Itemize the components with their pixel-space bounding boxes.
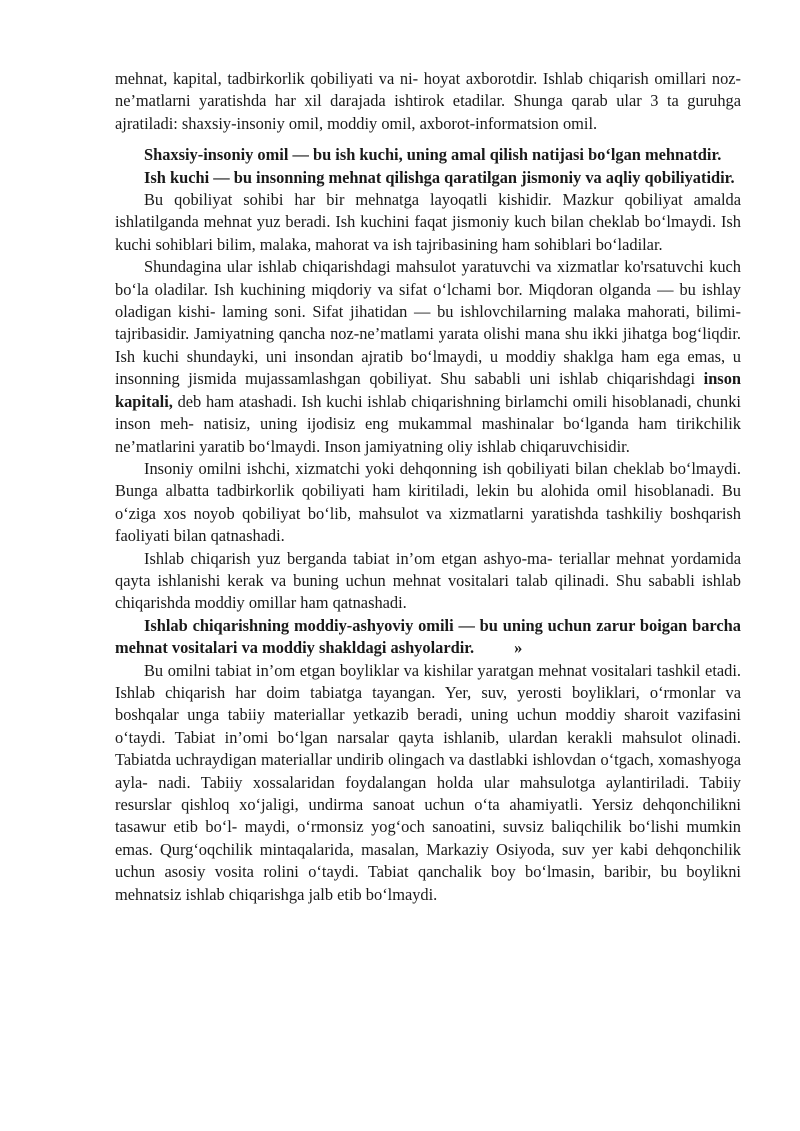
definition-material-factor	[115, 615, 741, 660]
document-page	[115, 68, 741, 906]
definition-material-factor-text: Ishlab chiqarishning moddiy-ashyoviy omili — bu uning uchun zarur boigan barcha mehnat vositalari va moddiy shakldagi ashyolardir.	[115, 615, 741, 658]
paragraph-human-capital-text-1: Shundagina ular ishlab chiqarishdagi mahsulot yaratuvchi va xizmatlar ko'rsatuvchi kuch bo‘la oladilar. Ish kuchining miqdoriy va sifat o‘lchami bor. Miqdoran olganda — bu ishlay oladigan kishi- laming soni. Sifat jihatidan — bu ishlovchilarning malaka mahorati, bilimi-tajribasidir. Jamiyatning qancha noz-ne’matlami yarata olishi mana shu ikki jihatga bog‘liqdir. Ish kuchi shundayki, uni insondan ajratib bo‘lmaydi, u moddiy shaklga ham ega emas, u insonning jismida mujassamlashgan qobiliyat. Shu sababli uni ishlab chiqarishdagi	[115, 257, 741, 389]
paragraph-production-factors: mehnat, kapital, tadbirkorlik qobiliyati va ni- hoyat axborotdir. Ishlab chiqarish omillari noz-ne’matlarni yaratishda har xil darajada ishtirok etadilar. Shunga qarab ular 3 ta guruhga ajratiladi: shaxsiy-insoniy omil, moddiy omil, axborot-informatsion omil.	[115, 69, 741, 133]
definition-labor-force: Ish kuchi — bu insonning mehnat qilishga qaratilgan jismoniy va aqliy qobiliyatidir.	[144, 167, 735, 187]
paragraph-entrepreneurship: Insoniy omilni ishchi, xizmatchi yoki dehqonning ish qobiliyati bilan cheklab bo‘lmaydi. Bunga albatta tadbirkorlik qobiliyati ham kiritiladi, lekin bu alohida omil hisoblanadi. Bu o‘ziga xos noyob qobiliyat bo‘lib, mahsulot va xizmatlarni yaratishda tashkiliy boshqarish faoliyati bilan qatnashadi.	[115, 458, 741, 546]
definition-personal-human-factor: Shaxsiy-insoniy omil — bu ish kuchi, uning amal qilish natijasi bo‘lgan mehnatdir.	[144, 145, 722, 165]
human-capital-term: inson kapitali,	[115, 369, 741, 411]
paragraph-ability-owner: Bu qobiliyat sohibi har bir mehnatga layoqatli kishidir. Mazkur qobiliyat amalda ishlatilganda mehnat yuz beradi. Ish kuchini faqat jismoniy kuch bilan cheklab bo‘lmaydi. Ish kuchi sohiblari bilim, malaka, mahorat va ish tajribasining ham sohiblari bo‘ladilar.	[115, 190, 741, 254]
paragraph-human-capital-text-2: deb ham atashadi. Ish kuchi ishlab chiqarishning birlamchi omili hisoblanadi, chunki inson meh- natisiz, uning ijodisiz eng mukammal mashinalar bo‘lganda ham tirikchilik ne’matlarini yaratib bo‘lmaydi. Inson jamiyatning oliy ishlab chiqaruvchisidir.	[115, 391, 741, 456]
paragraph-natural-resources: Bu omilni tabiat in’om etgan boyliklar va kishilar yaratgan mehnat vositalari tashkil etadi. Ishlab chiqarish har doim tabiatga tayangan. Yer, suv, yerosti boyliklari, o‘rmonlar va boshqalar unga tabiiy materiallar yetkazib beradi, uning uchun moddiy sharoit vazifasini o‘taydi. Tabiat in’omi bo‘lgan narsalar qayta ishlanib, ulardan kerakli mahsulot olinadi. Tabiatda uchraydigan materiallar undirib olingach va dastlabki ishlovdan o‘tgach, xomashyoga ayla- nadi. Tabiiy xossalaridan foydalangan holda ular mahsulotga aylantiriladi. Tabiiy resurslar qishloq xo‘jaligi, undirma sanoat uchun o‘ta ahamiyatli. Yersiz dehqonchilikni tasawur etib bo‘l- maydi, o‘rmonsiz yog‘och sanoatini, suvsiz baliqchilik bo‘lishi mumkin emas. Qurg‘oqchilik mintaqalarida, masalan, Markaziy Osiyoda, suv yer kabi dehqonchilik uchun asosiy vosita rolini o‘taydi. Tabiat qanchalik boy bo‘lmasin, baribir, bu boylikni mehnatsiz ishlab chiqarishga jalb etib bo‘lmaydi.	[115, 660, 741, 904]
guillemet-mark: »	[514, 638, 523, 658]
paragraph-nature-materials: Ishlab chiqarish yuz berganda tabiat in’om etgan ashyo-ma- teriallar mehnat yordamida qayta ishlanishi kerak va buning uchun mehnat vositalari talab qilinadi. Shu sababli ishlab chiqarishda moddiy omillar ham qatnashadi.	[115, 548, 741, 613]
paragraph-human-capital	[115, 256, 741, 458]
